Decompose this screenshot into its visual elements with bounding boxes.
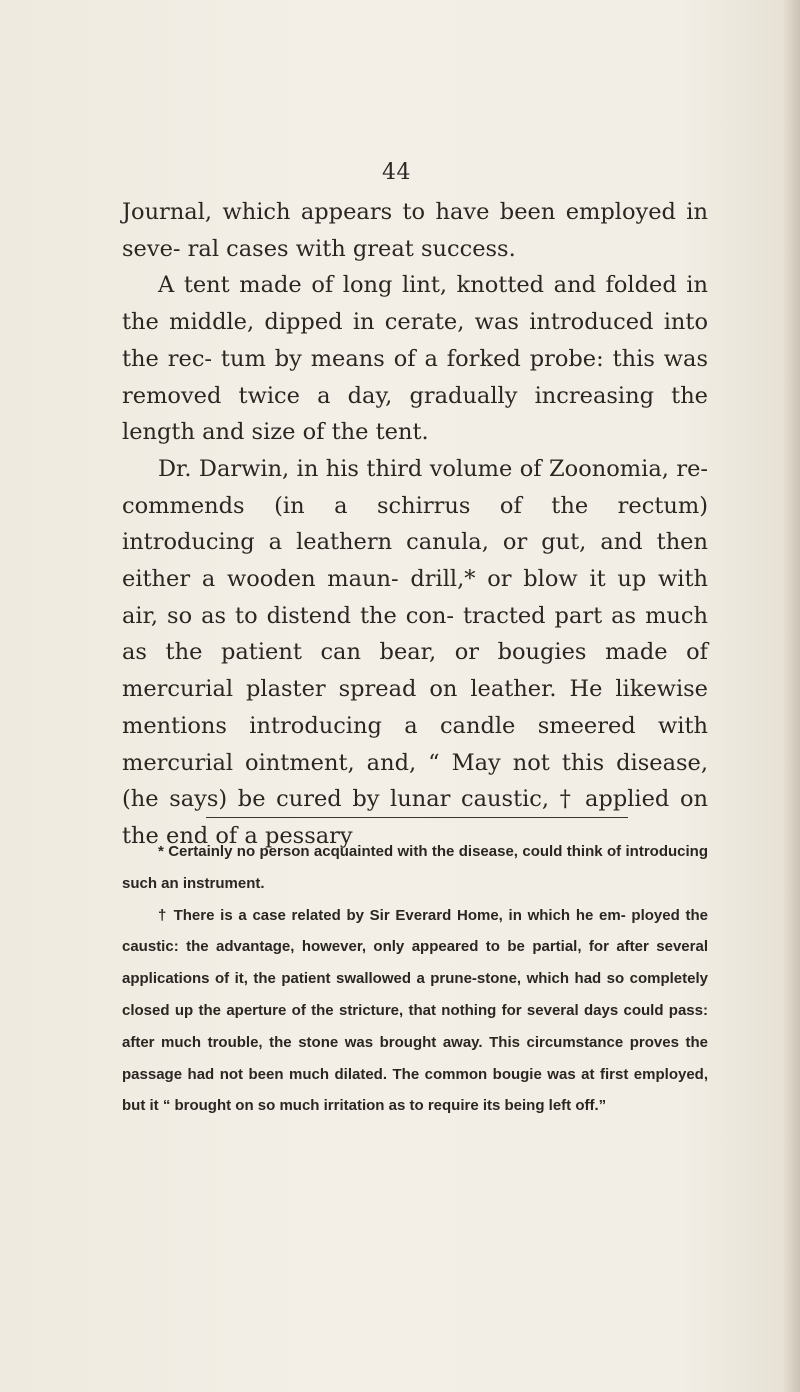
footnote-asterisk: * Certainly no person acquainted with the disease, could think of introducing such an instrument. [122,843,708,892]
paragraph-darwin: Dr. Darwin, in his third volume of Zoonomia, re- commends (in a schirrus of the rectum) introducing a leathern canula, or gut, and then either a wooden maun- drill,* or blow it up with air, so as to distend the con- tracted part as much as the patient can bear, or bougies made of mercurial plaster spread on leather. He likewise mentions introducing a candle smeered with mercurial ointment, and, “ May not this disease, (he says) be cured by lunar caustic, † applied on the end of a pessary [122,455,708,849]
page-number: 44 [382,160,411,185]
footnotes [122,836,708,1122]
paragraph-tent: A tent made of long lint, knotted and folded in the middle, dipped in cerate, was introduced into the rec- tum by means of a forked probe: this was removed twice a day, gradually increasing the length and size of the tent. [122,272,708,446]
paragraph-journal: Journal, which appears to have been employed in seve- ral cases with great success. [122,199,708,262]
main-text [122,194,708,855]
footnote-divider [206,817,628,818]
page-edge-shadow [782,0,800,1392]
footnote-dagger: † There is a case related by Sir Everard Home, in which he em- ployed the caustic: the advantage, however, only appeared to be partial, for after several applications of it, the patient swallowed a prune-stone, which had so completely closed up the aperture of the stricture, that nothing for several days could pass: after much trouble, the stone was brought away. This circumstance proves the passage had not been much dilated. The common bougie was at first employed, but it “ brought on so much irritation as to require its being left off.” [122,906,708,1115]
